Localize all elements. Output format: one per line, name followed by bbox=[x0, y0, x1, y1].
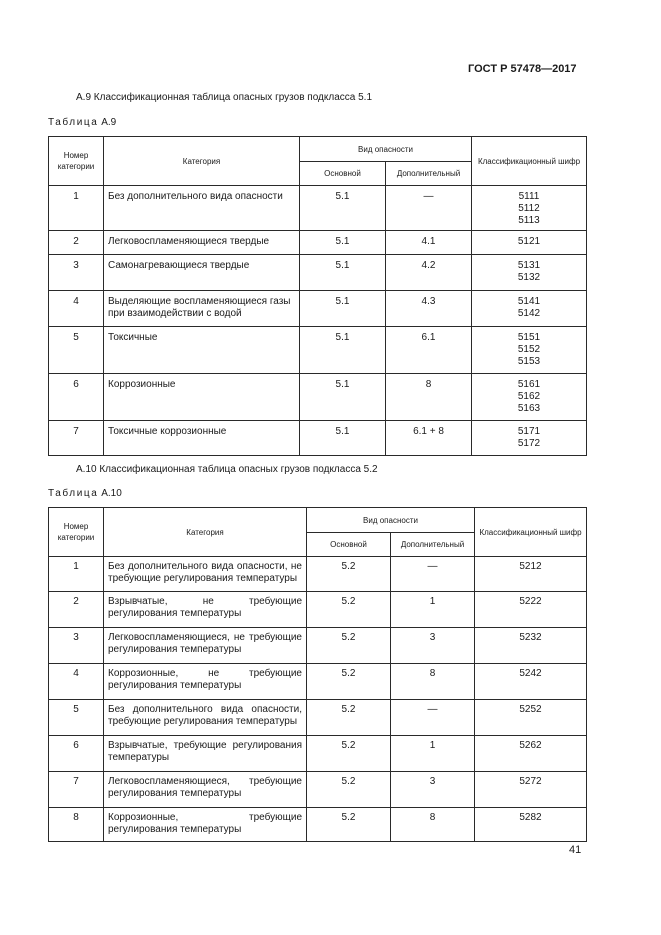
cell-additional: 1 bbox=[391, 736, 475, 772]
header-additional: Дополнительный bbox=[386, 162, 472, 186]
cell-additional: 6.1 bbox=[386, 327, 472, 374]
page-number: 41 bbox=[569, 844, 582, 856]
cell-additional: — bbox=[391, 700, 475, 736]
table-row bbox=[49, 186, 587, 231]
table-row bbox=[49, 421, 587, 456]
table-row bbox=[49, 231, 587, 255]
cell-codes bbox=[472, 186, 587, 231]
cell-category: Коррозионные, не требующие регулирования температуры bbox=[104, 664, 307, 700]
cell-main: 5.2 bbox=[307, 700, 391, 736]
cell-additional: — bbox=[386, 186, 472, 231]
cell-main: 5.2 bbox=[307, 557, 391, 592]
classification-table-a9 bbox=[48, 136, 587, 456]
code: 5121 bbox=[517, 236, 541, 247]
cell-num: 3 bbox=[49, 255, 104, 291]
cell-num: 1 bbox=[49, 186, 104, 231]
cell-num: 5 bbox=[49, 327, 104, 374]
table-row bbox=[49, 700, 587, 736]
cell-main: 5.2 bbox=[307, 592, 391, 628]
code: 5131 bbox=[517, 260, 541, 271]
header-category-number: Номер категории bbox=[49, 508, 104, 557]
cell-additional: 6.1 + 8 bbox=[386, 421, 472, 456]
cell-codes bbox=[472, 291, 587, 327]
cell-num: 6 bbox=[49, 374, 104, 421]
cell-additional: 4.2 bbox=[386, 255, 472, 291]
cell-category: Без дополнительного вида опасности, требующие регулирования температуры bbox=[104, 700, 307, 736]
cell-codes bbox=[472, 231, 587, 255]
table-row bbox=[49, 291, 587, 327]
cell-category: Легковоспламеняющиеся, не требующие регулирования температуры bbox=[104, 628, 307, 664]
cell-main: 5.1 bbox=[300, 255, 386, 291]
header-hazard-type: Вид опасности bbox=[307, 508, 475, 533]
cell-category: Коррозионные bbox=[104, 374, 300, 421]
code: 5152 bbox=[517, 344, 541, 355]
cell-code: 5272 bbox=[475, 772, 587, 808]
code: 5141 bbox=[517, 296, 541, 307]
code: 5142 bbox=[517, 308, 541, 319]
cell-main: 5.2 bbox=[307, 664, 391, 700]
cell-num: 3 bbox=[49, 628, 104, 664]
cell-num: 6 bbox=[49, 736, 104, 772]
cell-additional: 8 bbox=[391, 664, 475, 700]
table-caption-word: Таблица bbox=[48, 117, 99, 128]
table-row bbox=[49, 592, 587, 628]
cell-num: 4 bbox=[49, 664, 104, 700]
cell-category: Взрывчатые, требующие регулирования температуры bbox=[104, 736, 307, 772]
cell-category: Самонагревающиеся твердые bbox=[104, 255, 300, 291]
cell-num: 2 bbox=[49, 592, 104, 628]
cell-category: Без дополнительного вида опасности, не требующие регулирования температуры bbox=[104, 557, 307, 592]
cell-additional: 3 bbox=[391, 772, 475, 808]
cell-main: 5.1 bbox=[300, 291, 386, 327]
header-category-number: Номер категории bbox=[49, 137, 104, 186]
cell-num: 4 bbox=[49, 291, 104, 327]
cell-code: 5242 bbox=[475, 664, 587, 700]
table-caption-word: Таблица bbox=[48, 488, 99, 499]
code: 5132 bbox=[517, 272, 541, 283]
classification-table-a10 bbox=[48, 507, 587, 842]
cell-codes bbox=[472, 374, 587, 421]
header-classification-code: Классификационный шифр bbox=[472, 137, 587, 186]
table-row bbox=[49, 374, 587, 421]
cell-code: 5262 bbox=[475, 736, 587, 772]
code: 5172 bbox=[517, 438, 541, 449]
table-row bbox=[49, 808, 587, 842]
cell-codes bbox=[472, 255, 587, 291]
cell-main: 5.1 bbox=[300, 421, 386, 456]
table-row bbox=[49, 327, 587, 374]
code: 5111 bbox=[518, 191, 540, 202]
code: 5113 bbox=[518, 215, 540, 226]
table-caption-number: А.9 bbox=[101, 117, 117, 128]
cell-main: 5.2 bbox=[307, 628, 391, 664]
cell-category: Взрывчатые, не требующие регулирования температуры bbox=[104, 592, 307, 628]
cell-main: 5.2 bbox=[307, 736, 391, 772]
table-row bbox=[49, 628, 587, 664]
header-hazard-type: Вид опасности bbox=[300, 137, 472, 162]
code: 5163 bbox=[517, 403, 541, 414]
cell-category: Токсичные коррозионные bbox=[104, 421, 300, 456]
cell-additional: 8 bbox=[386, 374, 472, 421]
cell-main: 5.2 bbox=[307, 772, 391, 808]
code: 5153 bbox=[517, 356, 541, 367]
table-caption-a10 bbox=[48, 488, 122, 499]
header-category: Категория bbox=[104, 137, 300, 186]
code: 5112 bbox=[518, 203, 540, 214]
cell-num: 7 bbox=[49, 772, 104, 808]
code: 5171 bbox=[517, 426, 541, 437]
header-main: Основной bbox=[300, 162, 386, 186]
table-row bbox=[49, 557, 587, 592]
cell-code: 5222 bbox=[475, 592, 587, 628]
cell-num: 2 bbox=[49, 231, 104, 255]
cell-code: 5212 bbox=[475, 557, 587, 592]
table-row bbox=[49, 772, 587, 808]
cell-main: 5.1 bbox=[300, 186, 386, 231]
code: 5161 bbox=[517, 379, 541, 390]
cell-num: 8 bbox=[49, 808, 104, 842]
table-caption-a9 bbox=[48, 117, 116, 128]
section-title-a9: А.9 Классификационная таблица опасных грузов подкласса 5.1 bbox=[76, 92, 373, 103]
cell-num: 1 bbox=[49, 557, 104, 592]
cell-additional: 8 bbox=[391, 808, 475, 842]
cell-additional: 3 bbox=[391, 628, 475, 664]
cell-category: Легковоспламеняющиеся, требующие регулирования температуры bbox=[104, 772, 307, 808]
cell-num: 5 bbox=[49, 700, 104, 736]
cell-category: Коррозионные, требующие регулирования температуры bbox=[104, 808, 307, 842]
cell-num: 7 bbox=[49, 421, 104, 456]
cell-code: 5282 bbox=[475, 808, 587, 842]
table-row bbox=[49, 664, 587, 700]
cell-category: Без дополнительного вида опасности bbox=[104, 186, 300, 231]
cell-category: Легковоспламеняющиеся твердые bbox=[104, 231, 300, 255]
cell-additional: 4.1 bbox=[386, 231, 472, 255]
cell-main: 5.1 bbox=[300, 327, 386, 374]
cell-main: 5.2 bbox=[307, 808, 391, 842]
table-row bbox=[49, 736, 587, 772]
header-category: Категория bbox=[104, 508, 307, 557]
section-title-a10: А.10 Классификационная таблица опасных грузов подкласса 5.2 bbox=[76, 464, 378, 475]
table-caption-number: А.10 bbox=[101, 488, 122, 499]
cell-code: 5252 bbox=[475, 700, 587, 736]
cell-category: Токсичные bbox=[104, 327, 300, 374]
cell-main: 5.1 bbox=[300, 231, 386, 255]
cell-codes bbox=[472, 327, 587, 374]
cell-additional: 4.3 bbox=[386, 291, 472, 327]
cell-main: 5.1 bbox=[300, 374, 386, 421]
header-additional: Дополнительный bbox=[391, 533, 475, 557]
table-row bbox=[49, 255, 587, 291]
cell-additional: 1 bbox=[391, 592, 475, 628]
document-code: ГОСТ Р 57478—2017 bbox=[468, 63, 577, 75]
header-classification-code: Классификационный шифр bbox=[475, 508, 587, 557]
cell-codes bbox=[472, 421, 587, 456]
code: 5151 bbox=[517, 332, 541, 343]
cell-category: Выделяющие воспламеняющиеся газы при взаимодействии с водой bbox=[104, 291, 300, 327]
code: 5162 bbox=[517, 391, 541, 402]
header-main: Основной bbox=[307, 533, 391, 557]
cell-code: 5232 bbox=[475, 628, 587, 664]
cell-additional: — bbox=[391, 557, 475, 592]
